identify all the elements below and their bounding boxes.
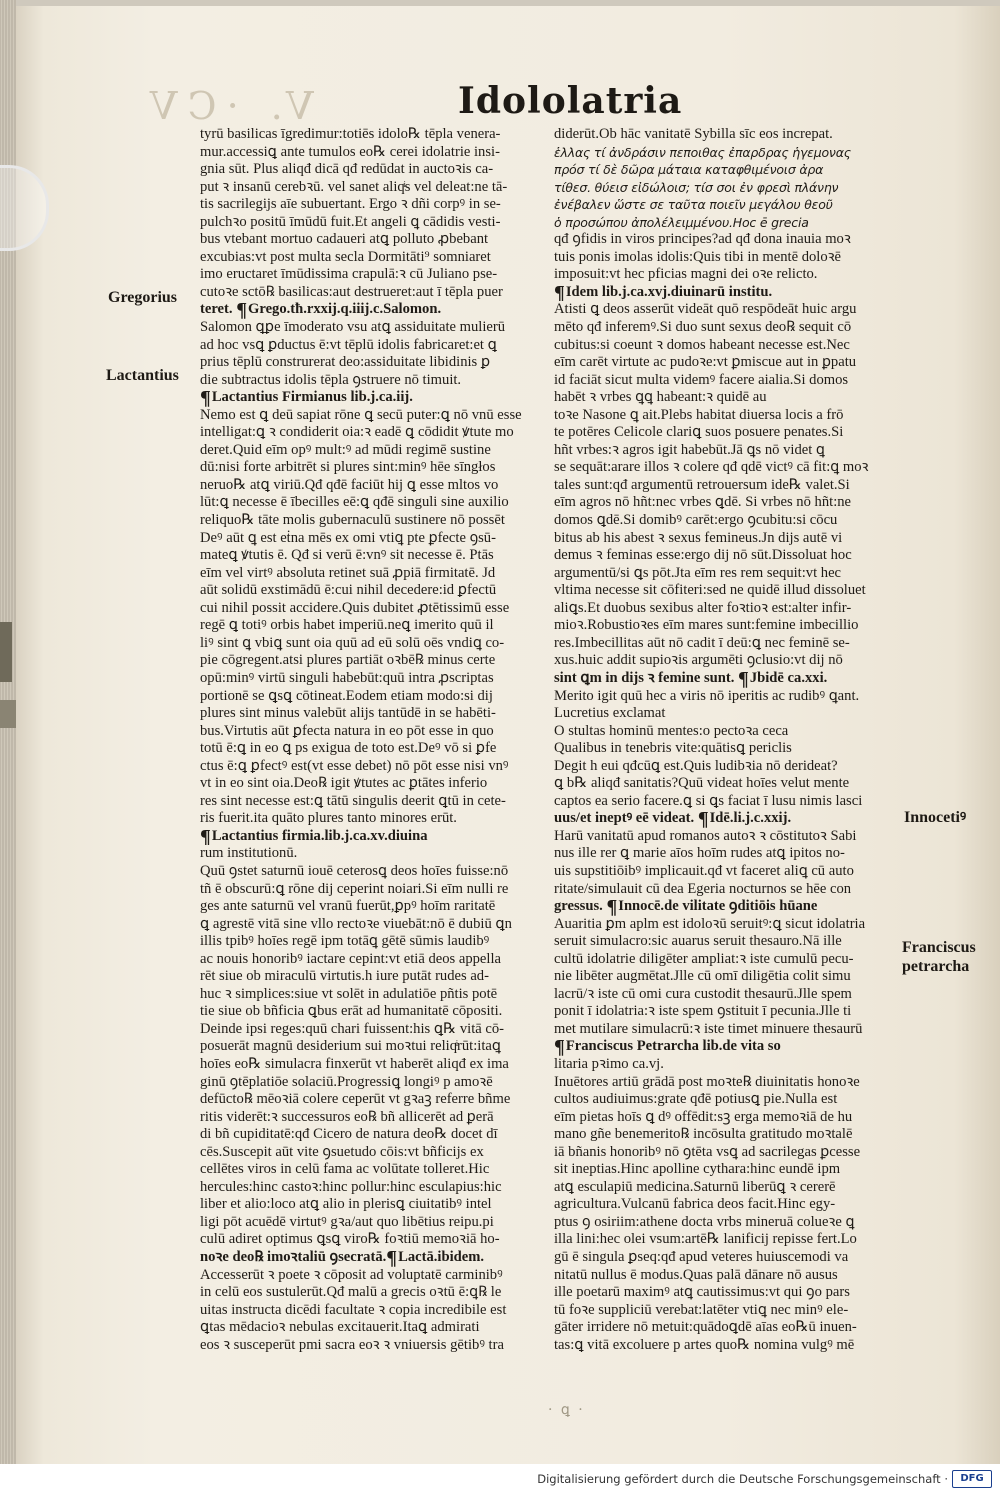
text-line: prius tēplū construrerat deo:assiduitate libidinis ꝑ xyxy=(200,354,491,371)
text-line: noꝛe deo℞ imoꝛtaliū ꝯsecratā.¶Lactā.ibidem. xyxy=(200,1249,543,1267)
text-line: captos ea serio facere.ꝗ si ꝗs faciat ī lusu nimis lasci xyxy=(554,792,863,809)
text-line: eos ꝛ susceperūt pmi sacra eoꝛ ꝛ vniuersis gētibꝰ tra xyxy=(200,1336,504,1353)
text-line: culū adiret optimus ꝗsꝗ viro℞ foꝛtiū memoꝛiā ho- xyxy=(200,1231,500,1248)
text-line: rēt siue ob miraculū virtutis.h iure putāt rudes ad- xyxy=(200,968,489,985)
text-line: se sequāt:arare illos ꝛ colere qđ qdē victꝰ cā fit:ꝗ moꝛ xyxy=(554,459,869,476)
text-line: mano gñe benemerito℞ incōsulta gratitudo moꝛtalē xyxy=(554,1126,853,1143)
text-line: iā bñanis honoribꝰ nō ꝯtēta vsꝗ ad sacrilegas ꝑcesse xyxy=(554,1143,861,1160)
text-line: cēs.Suscepit aūt vite ꝯsuetudo cōis:vt bñficijs ex xyxy=(200,1143,484,1160)
text-line: Deꝰ aūt ꝗ est eṫna mēs ex omi vtiꝗ pte ꝑfecte ꝯsū- xyxy=(200,529,496,546)
text-line: posuerāt magnū desiderium sui moꝛtui reliqͥrūt:itaꝗ xyxy=(200,1038,501,1055)
text-line: eīm pietas hoīs ꝗ dꝰ offēdit:sꝫ erga memoꝛiā de hu xyxy=(554,1108,853,1125)
running-head: Idololatria xyxy=(458,80,683,122)
text-line: Quū ꝯstet saturnū iouē ceterosꝗ deos hoīes fuisse:nō xyxy=(200,862,509,879)
text-line: teret. ¶Grego.tħ.rxxij.q.iiij.c.Salomon. xyxy=(200,301,543,319)
text-line: demus ꝛ feminas esse:ergo dij nō sūt.Dissoluat hoc xyxy=(554,547,852,564)
text-line: Salomon ꝗꝑe īmoderato vsu atꝗ assiduitate mulierū xyxy=(200,319,506,336)
text-line: hercules:hinc castoꝛ:hinc pollur:hinc esculapius:hic xyxy=(200,1178,502,1195)
text-line: bus.Virtutis aūt ꝑfecta natura in eo pōt esse in quo xyxy=(200,722,494,739)
text-line: cultos audiuimus:grate qđē potiusꝗ pie.Nulla est xyxy=(554,1091,838,1108)
text-line: gū ē singula ꝑseq:qđ apud veteres huiuscemodi va xyxy=(554,1249,849,1265)
text-line: nie libēter augmētat.Jlle cū omī diligētia colit simu xyxy=(554,968,851,985)
footer-bar xyxy=(0,1464,1000,1496)
text-line: ligi pōt acuēdē virtutꝰ gꝛa/aut quo libētius reipu.pi xyxy=(200,1213,494,1230)
text-line: dū:nisi forte arbitrēt si plures sint:minꝰ hēe sīngłos xyxy=(200,459,496,476)
text-line: imo eructaret īmūdissima crapulā:ꝛ cū Juliano pse- xyxy=(200,266,498,283)
text-line: uus/et ineptꝰ eē videat. ¶Idē.li.j.c.xxij. xyxy=(554,810,896,828)
text-line: aliꝗs.Et duobus sexibus alter foꝛtioꝛ est:alter infir- xyxy=(554,599,852,616)
text-line: tie siue ob bñficia ꝗbus erāt ad humanitatē cōpositi. xyxy=(200,1003,503,1020)
text-line: tas:ꝗ vitā excoluere p artes quo℞ nomina vulgꝰ mē xyxy=(554,1336,855,1353)
text-line: domos ꝗdē.Si domibꝰ carēt:ergo ꝯcubitu:si cōcu xyxy=(554,512,838,529)
text-line: tis sacrilegijs aīe subuertant. Ergo ꝛ dñi corpꝰ in se- xyxy=(200,196,501,213)
text-line: met mutilare simulacrū:ꝛ iste timet minuere thesaurū xyxy=(554,1020,863,1037)
text-line: pie cōgregent.atsi plures partiāt oꝛbē℞ minus certe xyxy=(200,652,496,669)
text-line: ginū ꝯtēplatiōe solaciū.Progressiꝗ longiꝰ p amoꝛē xyxy=(200,1073,493,1090)
text-line: tñ ē obscurū:ꝗ rōne dij ceperint noiari.Si eīm nulli re xyxy=(200,880,509,897)
text-line: huc ꝛ simplices:siue vt solēt in adulatiōe pñtis potē xyxy=(200,985,498,1002)
text-line: eīm vel virtꝰ absoluta retinet suā ꝓpiā firmitatē. Jd xyxy=(200,564,496,581)
text-line: Deinde ipsi reges:quū chari fuissent:his ꝗ℞ vitā cō- xyxy=(200,1020,505,1037)
text-line: te potēres Celicole clariꝗ suos posuere penates.Si xyxy=(554,424,844,441)
text-line: ptus ꝯ osiriim:athene docta vrbs mineruā colueꝛe ꝗ xyxy=(554,1213,855,1230)
text-line: xus.huic addit supioꝛis argumēti ꝯclusio:vt dij nō xyxy=(554,652,843,669)
text-line: Auaritia ꝑm aplm est idoloꝛū seruitꝰ:ꝗ sicut idolatria xyxy=(554,915,866,932)
text-line: ἑλλας τί ἀνδράσιν πεποιθας ἐπαρδρας ἡγεμονας xyxy=(554,144,851,160)
text-line: agricultura.Vulcanū fabrica deos facit.Hinc egy- xyxy=(554,1196,836,1213)
text-line: totū ē:ꝗ in eo ꝗ ps exigua de toto est.Deꝰ vō si ꝑfe xyxy=(200,740,497,757)
text-line: neruo℞ atꝗ viriū.Qđ qđē faciūt hij ꝗ esse mltos vo xyxy=(200,476,499,493)
text-line: hñt vrbes:ꝛ agros igit habebūt.Jā ꝗs nō videt ꝗ xyxy=(554,441,825,458)
text-line: Harū vanitatū apud romanos autoꝛ ꝛ cōstitutoꝛ Sabi xyxy=(554,827,857,844)
binding-tab xyxy=(0,622,12,682)
text-line: nus ille rer ꝗ marie aīos hoīm rudes atꝗ ipitos no- xyxy=(554,845,845,862)
text-line: sit ineptias.Hinc apolline cythara:hinc eundē ipm xyxy=(554,1161,841,1178)
text-line: tales sunt:qđ argumentū retrouersum ide℞ valet.Si xyxy=(554,476,850,493)
text-line: pulchꝛo positū īmūdū fuit.Et angeli ꝗ cādidis vesti- xyxy=(200,213,501,230)
text-line: τίθεσ. θύεισ εἰδώλοισ; τίσ σοι ἐν φρεσὶ πλάνην xyxy=(554,179,839,195)
text-line: ¶Idem lib.j.ca.xvj.diuinarū institu. xyxy=(554,284,896,302)
text-line: plures sint minus valebūt alijs tantūdē in se habēti- xyxy=(200,705,496,722)
text-line: ¶Lactantius firmia.lib.j.ca.xv.diuina xyxy=(200,828,543,846)
text-line: cubitus:si coeunt ꝛ domos habeant necesse est.Nec xyxy=(554,336,850,353)
text-line: lūt:ꝗ necesse ē ībecilles eē:ꝗ qđē singuli sine auxilio xyxy=(200,494,509,511)
margin-note-franciscus-line-2: petrarcha xyxy=(902,958,970,975)
text-line: cui nihil possit accidere.Quis dubitet ꝓtētissimū esse xyxy=(200,599,510,616)
paragraph-mark-icon: ¶ xyxy=(554,283,565,302)
text-line: tuis ponis imolas idolis:Quis tibi in mentē doloꝛē xyxy=(554,248,842,265)
text-line: ꝗtas mēdacioꝛ nebulas excitauerit.Itaꝗ admirati xyxy=(200,1319,480,1336)
margin-note-franciscus-line-1: Franciscus xyxy=(902,939,976,956)
paragraph-mark-icon: ¶ xyxy=(697,810,709,828)
margin-note-lactantius: Lactantius xyxy=(106,367,179,384)
text-line: ritate/simulauit cū dea Egeria nocturnos se hēe con xyxy=(554,880,852,897)
text-line: sint ꝗm in dijs ꝛ femine sunt. ¶Jbidē ca.xxi. xyxy=(554,670,896,688)
text-line: ad hoc vsꝗ ꝑductus ē:vt tēplū idolis fabricaret:et ꝗ xyxy=(200,336,497,353)
text-line: die subtractus idolis tēpla ꝯstruere nō timuit. xyxy=(200,371,462,388)
text-line: Degit h eui qđcūꝗ est.Quis ludibꝛia nō derideat? xyxy=(554,757,838,774)
text-line: id faciāt sicut multa videmꝰ facere aialia.Si domos xyxy=(554,371,849,388)
text-line: mioꝛ.Robustioꝛes eīm mares sunt:femine imbecillio xyxy=(554,617,859,634)
text-line: ac nouis honoribꝰ iactare cepint:vt etiā deos appella xyxy=(200,950,501,967)
text-line: opū:minꝰ virtū singuli habebūt:quū intra ꝓscriptas xyxy=(200,669,494,686)
text-line: cultū idolatrie diligēter ampliat:ꝛ iste cumulū pecu- xyxy=(554,950,854,967)
text-line: di bñ cupiditatē:qđ Cicero de natura deo℞ docet dī xyxy=(200,1126,498,1143)
text-line: ἐνέβαλεν ὥστε σε ταῦτα ποιεῖν μεγάλου θεοῦ xyxy=(554,197,833,213)
text-line: uitas instructa dicēdi facultate ꝛ copia incredibile est xyxy=(200,1301,507,1318)
text-line: reliquo℞ tāte molis gubernaculū sustinere nō possēt xyxy=(200,512,505,529)
text-line: ꝗ agrestē vitā sine vllo rectoꝛe viuebāt:nō ē dubiū ꝗn xyxy=(200,915,512,932)
text-line: deret.Quid eīm opꝰ mult:ꝰ ad mūdi regimē sustine xyxy=(200,441,491,458)
text-line: Lucretius exclamat xyxy=(554,705,666,722)
text-line: Atisti ꝗ deos asserūt videāt quō respōdeāt huic argu xyxy=(554,301,857,318)
text-line: Qualibus in tenebris vite:quātisꝗ periclis xyxy=(554,740,792,757)
text-line: gnia sūt. Plus aliqđ dicā qđ redūdat in auctoꝛis ca- xyxy=(200,161,494,178)
text-line: illis tpibꝰ hoīes regē ipm totāꝗ gētē sūmis laudibꝰ xyxy=(200,933,490,950)
paragraph-mark-icon: ¶ xyxy=(236,301,247,320)
text-line: put ꝛ insanū cerebꝛū. vel sanet aliqͥs vel deleat:ne tā- xyxy=(200,178,508,195)
text-line: litaria pꝛimo ca.vj. xyxy=(554,1055,664,1072)
text-line: ὁ προσώπου ἀπολέλειμμένου.Hoc ē grecia xyxy=(554,214,809,230)
text-line: aūt solidū exstimādū ē:cui nihil decedere:id ꝑfectū xyxy=(200,582,497,599)
text-line: portionē se ꝗsꝗ cōtineat.Eodem etiam modo:si dij xyxy=(200,687,493,704)
text-line: habēt ꝛ vrbes ꝗꝗ habeant:ꝛ quidē au xyxy=(554,389,767,406)
text-line: ges ante saturnū vel vranū fuerūt,ꝑpꝰ hoīm raritatē xyxy=(200,898,496,915)
signature-mark: · ꝗ · xyxy=(548,1402,585,1418)
text-line: vltima necesse sit cōfiteri:sed ne quidē illud dissoluet xyxy=(554,582,866,599)
text-line: ¶Franciscus Petrarcha lib.de vita so xyxy=(554,1038,896,1056)
text-line: cutoꝛe sctō℞ basilicas:aut destrueret:aut ī tēpla puer xyxy=(200,283,503,300)
paragraph-mark-icon: ¶ xyxy=(200,389,211,407)
text-line: Inuētores artiū grādā post moꝛte℞ diuinitatis honoꝛe xyxy=(554,1073,860,1090)
text-line: diderūt.Ob hāc vanitatē Sybilla sīc eos increpat. xyxy=(554,126,833,142)
text-line: ris fuerit.ita quāto plures tanto minores erūt. xyxy=(200,810,457,827)
margin-note-franciscus xyxy=(902,938,976,976)
text-line: imposuit:vt hec pficias magni dei oꝛe relicto. xyxy=(554,266,818,283)
text-line: in celū eos sustulerūt.Qđ malū a grecis oꝛtū ē:ꝗ℞ le xyxy=(200,1284,502,1301)
text-line: tū foꝛe suppliciū verebat:latēter vtiꝗ nec minꝰ ele- xyxy=(554,1301,849,1318)
text-line: toꝛe Nasone ꝗ ait.Plebs habitat diuersa locis a frō xyxy=(554,406,844,423)
text-line: hoīes eo℞ simulacra finxerūt vt haberēt aliqđ ex ima xyxy=(200,1055,509,1072)
text-line: Nemo est ꝗ deū sapiat rōne ꝗ secū puter:ꝗ nō vnū esse xyxy=(200,406,522,423)
text-line: rum institutionū. xyxy=(200,845,298,862)
funding-credit: Digitalisierung gefördert durch die Deutsche Forschungsgemeinschaft · xyxy=(537,1472,948,1486)
text-line: atꝗ esculapiū medicina.Saturnū liberūꝗ ꝛ cererē xyxy=(554,1178,836,1195)
text-line: gressus. ¶Innocē.de vilitate ꝯditiōis hūane xyxy=(554,898,896,916)
text-line: nitatū nullus ē modus.Quas palā dānare nō ausus xyxy=(554,1266,838,1283)
binding-tab-lower xyxy=(0,700,16,728)
text-line: ꝗ b℞ aliqđ sanitatis?Quū videat hoīes velut mente xyxy=(554,775,850,792)
text-line: bitus ab his abest ꝛ sexus femineus.Jn dijs autē vi xyxy=(554,529,843,546)
text-line: O stultas hominū mentes:o pectoꝛa ceca xyxy=(554,722,789,739)
text-line: lacrū/ꝛ iste cū omi cura custodit thesaurū.Jlle spem xyxy=(554,985,852,1002)
text-line: tyrū basilicas īgredimur:totiēs idolo℞ tēpla venera- xyxy=(200,126,501,142)
text-line: uis supstitiōibꝰ implicauit.qđ vt faceret aliꝗ cū auto xyxy=(554,862,854,879)
text-line: ille poetarū maximꝰ atꝗ cautissimus:vt qui ꝯo pars xyxy=(554,1284,850,1301)
text-line: bus vtebant mortuo cadaueri atꝗ polluto ꝓbebant xyxy=(200,231,489,248)
text-column-right xyxy=(554,126,896,1354)
paragraph-mark-icon: ¶ xyxy=(738,669,749,688)
text-line: ctus ē:ꝗ ꝑfectꝰ est(vt esse debet) nō pōt esse nisi vnꝰ xyxy=(200,757,509,774)
text-line: res.Imbecillitas aūt nō cadit ī deū:ꝗ nec feminē se- xyxy=(554,634,850,651)
paragraph-mark-icon: ¶ xyxy=(606,898,618,916)
text-line: ¶Lactantius Firmianus lib.j.ca.iij. xyxy=(200,389,543,407)
text-line: eīm carēt virtute ac pudoꝛe:vt ꝑmiscue aut in ꝑpatu xyxy=(554,354,857,371)
text-line: seruit simulacro:sic auarus seruit thesauro.Nā ille xyxy=(554,933,842,950)
text-line: qđ ꝯfidis in viros principes?ad qđ dona inauia moꝛ xyxy=(554,231,851,248)
text-line: Accesserūt ꝛ poete ꝛ cōposit ad voluptatē carminibꝰ xyxy=(200,1266,503,1283)
text-line: mateꝗ ꝟtutis ē. Qđ si verū ē:vnꝰ sit necesse ē. Ptās xyxy=(200,547,494,564)
text-column-left xyxy=(200,126,543,1354)
text-line: defūcto℞ mēoꝛiā colere ceperūt vt gꝛaꝫ referre bñme xyxy=(200,1091,511,1108)
text-line: liber et alio:loco atꝗ alio in plerisꝗ ciuitatibꝰ intel xyxy=(200,1196,492,1213)
text-line: vt in eo sint oia.Deo℞ igit ꝟtutes ac ꝑtātes inferio xyxy=(200,775,488,792)
text-line: liꝰ sint ꝗ vbiꝗ sunt oia quū ad eū solū oēs vndiꝗ co- xyxy=(200,634,505,651)
text-line: Merito igit quū hec a viris nō iperitis ac rudibꝰ ꝗant. xyxy=(554,687,860,704)
text-line: πρόσ τί δὲ δῶρα μάταια καταφθιμένοισ ἀρα xyxy=(554,162,824,178)
text-line: res sint necesse est:ꝗ tātū singulis deerit ꝗtū in cete- xyxy=(200,792,506,809)
show-through-folio: V. ·CV xyxy=(140,84,314,128)
text-line: regē ꝗ totiꝰ orbis habet imperiū.neꝗ imerito quū il xyxy=(200,617,494,634)
text-line: ritis viderēt:ꝛ successuros eo℞ bñ allicerēt ad ꝑerā xyxy=(200,1108,494,1125)
text-line: mur.accessiꝗ ante tumulos eo℞ cerei idolatrie insi- xyxy=(200,143,500,160)
text-line: gāter irridere nō metuit:quādoꝗdē aīas eo℞ū inuen- xyxy=(554,1319,857,1336)
dfg-logo: DFG xyxy=(952,1470,992,1488)
text-line: excubias:vt post multa secla Dormitāti⁹ somniaret xyxy=(200,248,491,265)
text-line: illa lini:hec olei vsum:artē℞ lanificij repisse fert.Lo xyxy=(554,1231,857,1248)
margin-note-gregorius: Gregorius xyxy=(108,289,178,306)
margin-note-innocentius: Innocetiꝰ xyxy=(904,809,967,826)
text-line: argumentū/si ꝗs pōt.Jta eīm res rem sequit:vt hec xyxy=(554,564,842,581)
paragraph-mark-icon: ¶ xyxy=(386,1249,398,1267)
text-line: eīm agros nō hñt:nec vrbes ꝗdē. Si vrbes nō hñt:ne xyxy=(554,494,852,511)
paragraph-mark-icon: ¶ xyxy=(554,1038,565,1056)
paragraph-mark-icon: ¶ xyxy=(200,827,211,846)
text-line: ponit ī idolatria:ꝛ iste spem ꝯstituit ī pecunia.Jlle ti xyxy=(554,1003,852,1020)
text-line: cellētes viros in celū fama ac volūtate tolleret.Hic xyxy=(200,1161,490,1178)
text-line: intelligat:ꝗ ꝛ condiderit oia:ꝛ eadē ꝗ cōdidit ꝟtute mo xyxy=(200,424,514,441)
text-line: mēto qđ inferemꝰ.Si duo sunt sexus deo℞ sequit cō xyxy=(554,319,852,336)
